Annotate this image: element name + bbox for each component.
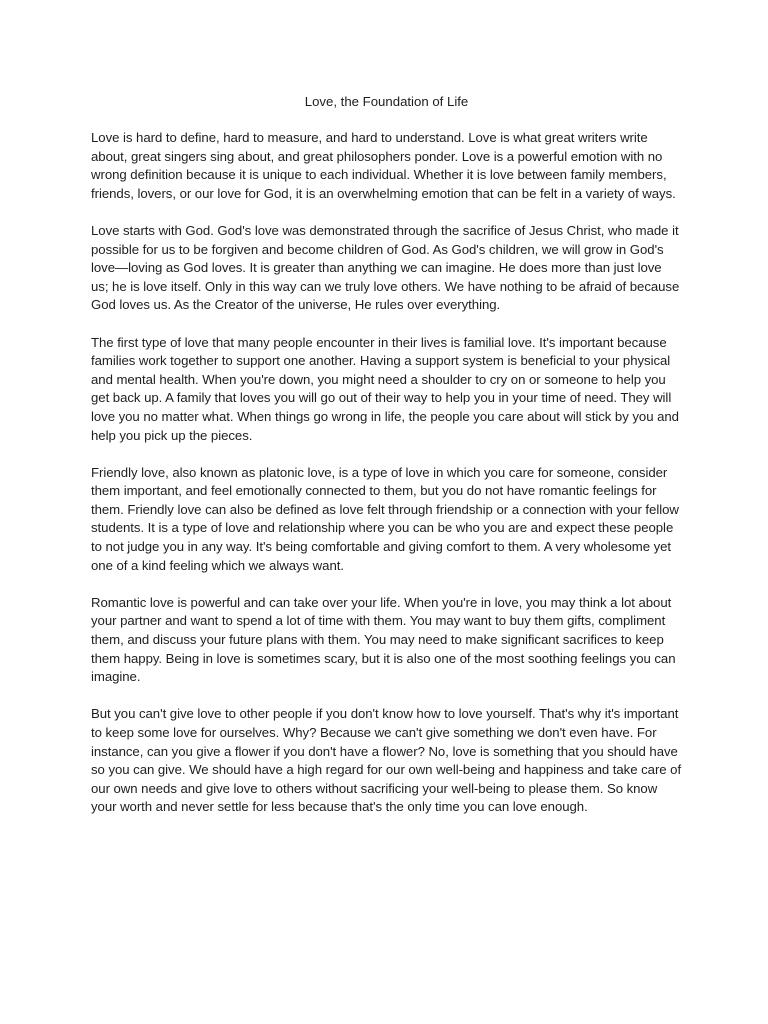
document-body: [91, 129, 682, 817]
paragraph-friendly-love: Friendly love, also known as platonic love, is a type of love in which you care for someone, consider them important, and feel emotionally connected to them, but you do not have romantic feelings for them. Friendly love can also be defined as love felt through friendship or a connection with your fellow students. It is a type of love and relationship where you can be who you are and expect these people to not judge you in any way. It's being comfortable and giving comfort to them. A very wholesome yet one of a kind feeling which we always want.: [91, 464, 679, 573]
paragraph-romantic-love: Romantic love is powerful and can take over your life. When you're in love, you may think a lot about your partner and want to spend a lot of time with them. You may want to buy them gifts, compliment them, and discuss your future plans with them. You may need to make significant sacrifices to keep them happy. Being in love is sometimes scary, but it is also one of the most soothing feelings you can imagine.: [91, 594, 676, 685]
paragraph-gods-love: Love starts with God. God's love was demonstrated through the sacrifice of Jesus Christ, who made it possible for us to be forgiven and become children of God. As God's children, we will grow in God's love—loving as God loves. It is greater than anything we can imagine. He does more than just love us; he is love itself. Only in this way can we truly love others. We have nothing to be afraid of because God loves us. As the Creator of the universe, He rules over everything.: [91, 222, 680, 313]
document-title: Love, the Foundation of Life: [304, 94, 469, 109]
paragraph-self-love: But you can't give love to other people if you don't know how to love yourself. That's why it's important to keep some love for ourselves. Why? Because we can't give something we don't even have. For instance, can you give a flower if you don't have a flower? No, love is something that you should have so you can give. We should have a high regard for our own well-being and happiness and take care of our own needs and give love to others without sacrificing your well-being to please them. So know your worth and never settle for less because that's the only time you can love enough.: [91, 706, 682, 815]
paragraph-intro: Love is hard to define, hard to measure, and hard to understand. Love is what great writers write about, great singers sing about, and great philosophers ponder. Love is a powerful emotion with no wrong definition because it is unique to each individual. Whether it is love between family members, friends, lovers, or our love for God, it is an overwhelming emotion that can be felt in a variety of ways.: [91, 130, 676, 201]
paragraph-familial-love: The first type of love that many people encounter in their lives is familial love. It's important because families work together to support one another. Having a support system is beneficial to your physical and mental health. When you're down, you might need a shoulder to cry on or someone to help you get back up. A family that loves you will go out of their way to help you in your time of need. They will love you no matter what. When things go wrong in life, the people you care about will stick by you and help you pick up the pieces.: [91, 334, 679, 443]
